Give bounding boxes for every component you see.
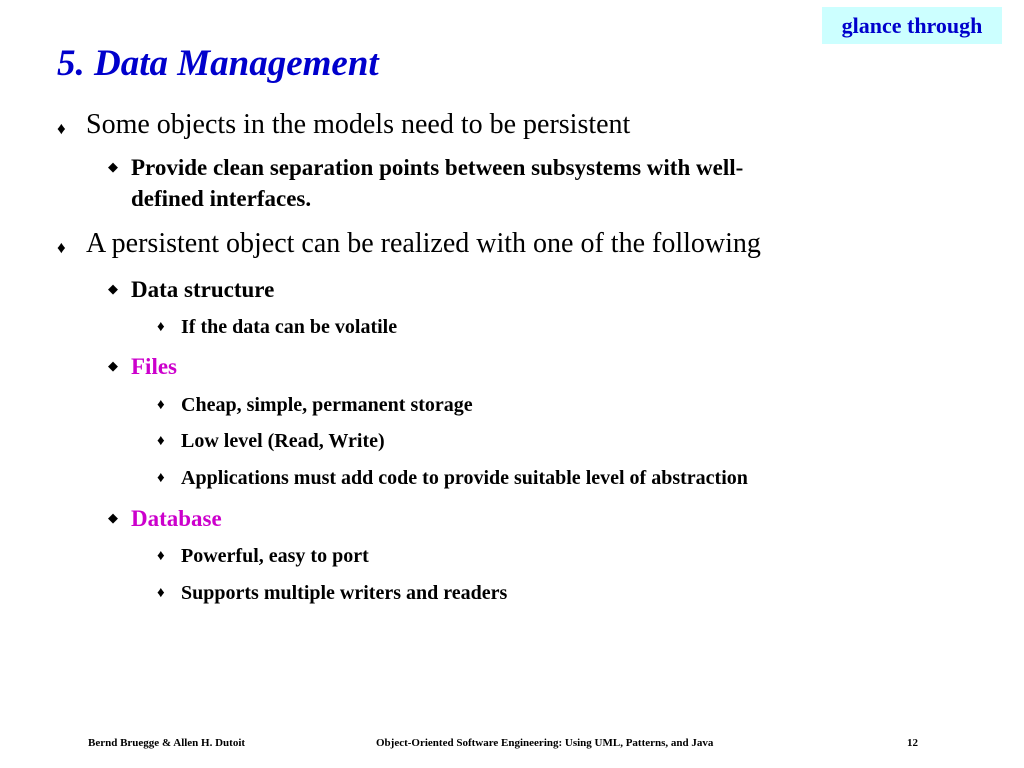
bullet-db-powerful: Powerful, easy to port — [181, 545, 369, 567]
slide-title: 5. Data Management — [57, 43, 379, 84]
diamond-bullet-icon: ♦ — [157, 319, 165, 335]
bullet-persistent-objects: Some objects in the models need to be persistent — [86, 109, 631, 140]
diamond-bullet-icon: ♦ — [157, 548, 165, 564]
diamond-bullet-icon: ♦ — [157, 470, 165, 486]
bullet-files-low-level: Low level (Read, Write) — [181, 430, 385, 452]
footer-book-title: Object-Oriented Software Engineering: Using UML, Patterns, and Java — [376, 737, 714, 749]
diamond-bullet-icon: ♦ — [157, 397, 165, 413]
bullet-files-cheap: Cheap, simple, permanent storage — [181, 394, 473, 416]
diamond-bullet-icon: ♦ — [157, 433, 165, 449]
glance-through-badge: glance through — [822, 7, 1002, 44]
bullet-realized-with: A persistent object can be realized with one of the following — [86, 228, 761, 259]
bullet-data-structure: Data structure — [131, 277, 275, 302]
bullet-clean-separation-line1: Provide clean separation points between subsystems with well- — [131, 155, 744, 180]
bullet-database: Database — [131, 506, 222, 531]
bullet-clean-separation-line2: defined interfaces. — [131, 186, 312, 211]
bullet-files: Files — [131, 354, 177, 379]
diamond-bullet-icon: ♦ — [157, 585, 165, 601]
diamond-bullet-icon: ◆ — [108, 510, 118, 525]
diamond-bullet-icon: ◆ — [108, 159, 118, 174]
diamond-bullet-icon: ♦ — [57, 119, 66, 138]
diamond-bullet-icon: ◆ — [108, 358, 118, 373]
bullet-files-abstraction: Applications must add code to provide suitable level of abstraction — [181, 467, 748, 489]
footer-page-number: 12 — [907, 737, 918, 749]
diamond-bullet-icon: ♦ — [57, 238, 66, 257]
footer-authors: Bernd Bruegge & Allen H. Dutoit — [88, 737, 246, 749]
bullet-db-writers-readers: Supports multiple writers and readers — [181, 582, 508, 604]
bullet-volatile: If the data can be volatile — [181, 316, 398, 338]
diamond-bullet-icon: ◆ — [108, 281, 118, 296]
